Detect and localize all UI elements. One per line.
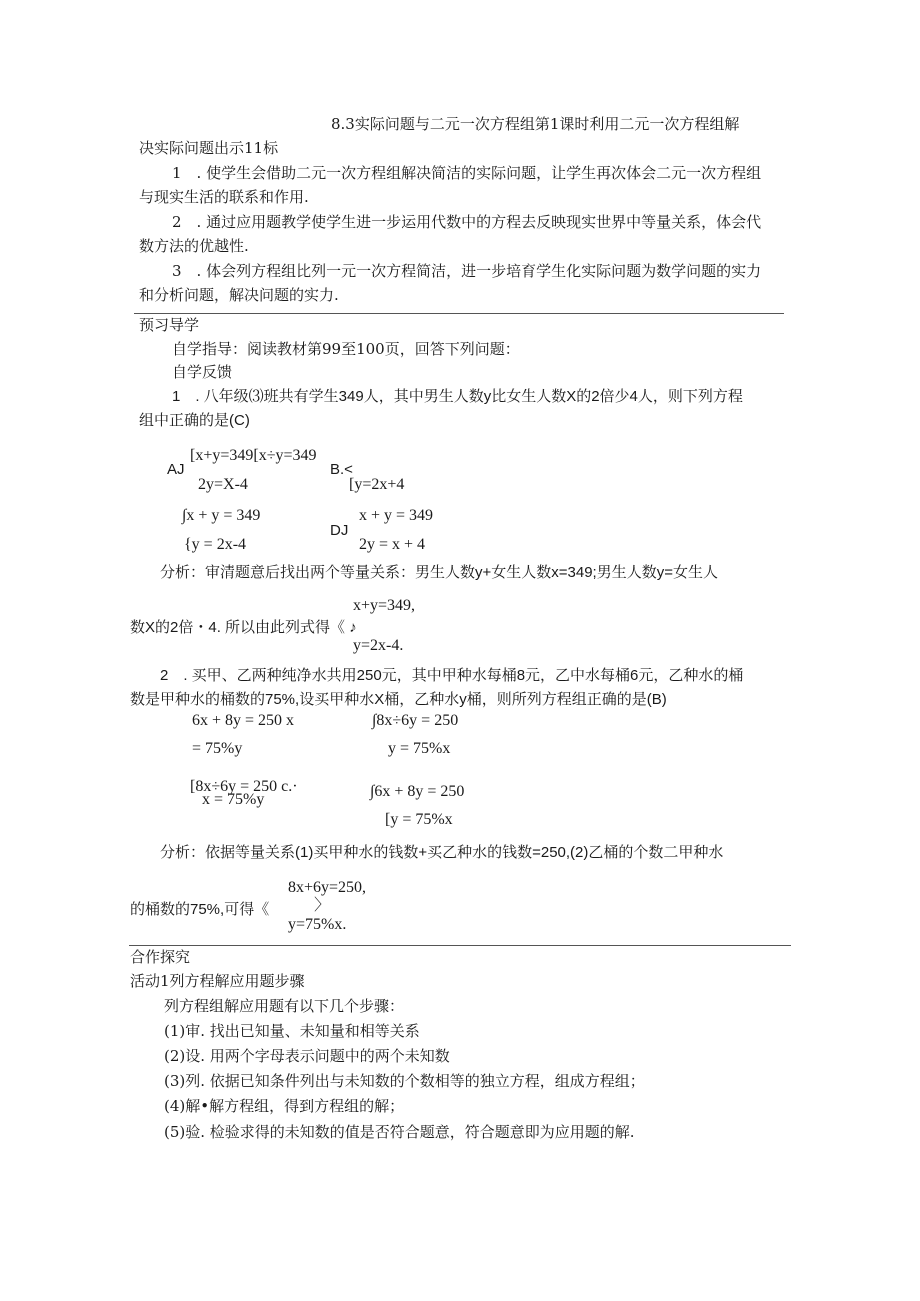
q2-option-b-eq1: ∫8x÷6y = 250 — [372, 712, 459, 729]
q1-option-c-eq1: ∫x + y = 349 — [182, 507, 261, 524]
q1-stem-line2: 组中正确的是(C) — [139, 412, 250, 429]
objective-1-line1: 1 . 使学生会借助二元一次方程组解决简洁的实际问题，让学生再次体会二元一次方程组 — [172, 164, 762, 182]
page-title: 8.3实际问题与二元一次方程组第1课时利用二元一次方程组解 — [331, 115, 740, 133]
q2-option-a-eq1: 6x + 8y = 250 x — [192, 712, 295, 729]
q2-analysis-brace: 〉 — [314, 897, 331, 914]
self-study-guide: 自学指导：阅读教材第99至100页，回答下列问题： — [172, 340, 520, 358]
q2-option-d-eq2: [y = 75%x — [385, 811, 453, 828]
page-title-continued: 决实际问题出示11标 — [139, 139, 279, 157]
q1-option-d-eq1: x + y = 349 — [359, 507, 434, 524]
q2-analysis-line2: 的桶数的75%,可得《 — [130, 901, 270, 918]
q1-stem-line1: 1 . 八年级⑶班共有学生349人，其中男生人数y比女生人数X的2倍少4人，则下列方程 — [172, 388, 743, 405]
objective-2-line2: 数方法的优越性. — [139, 237, 249, 255]
objective-3-line1: 3 . 体会列方程组比列一元一次方程简洁，进一步培育学生化实际问题为数学问题的实力 — [172, 262, 762, 280]
q1-analysis-line2: 数X的2倍・4. 所以由此列式得《 ♪ — [130, 619, 357, 636]
section-heading-cooperation: 合作探究 — [130, 948, 191, 966]
q1-option-a-label: AJ — [167, 461, 185, 478]
q1-option-a-eq2: 2y=X-4 — [198, 476, 248, 493]
objective-1-line2: 与现实生活的联系和作用. — [139, 188, 309, 206]
q1-option-d-eq2: 2y = x + 4 — [359, 536, 426, 553]
self-study-feedback: 自学反馈 — [172, 363, 233, 381]
step-item: (5)验. 检验求得的未知数的值是否符合题意，符合题意即为应用题的解. — [164, 1123, 635, 1141]
objective-2-line1: 2 . 通过应用题教学使学生进一步运用代数中的方程去反映现实世界中等量关系，体会代 — [172, 213, 762, 231]
objective-3-line2: 和分析问题，解决问题的实力. — [139, 286, 339, 304]
q2-option-b-eq2: y = 75%x — [388, 740, 451, 757]
q1-analysis-line1: 分析：审清题意后找出两个等量关系：男生人数y+女生人数x=349;男生人数y=女生人 — [160, 564, 718, 581]
q2-option-c-eq2: x = 75%y — [202, 791, 265, 808]
step-item: (3)列. 依据已知条件列出与未知数的个数相等的独立方程，组成方程组； — [164, 1072, 645, 1090]
q1-option-a-eq1: [x+y=349[x÷y=349 — [190, 447, 317, 464]
section-divider — [134, 313, 784, 314]
q2-option-d-eq1: ∫6x + 8y = 250 — [370, 783, 465, 800]
q2-option-c-eq1: [8x÷6y = 250 c.· — [190, 778, 298, 795]
q1-option-b-eq2: [y=2x+4 — [349, 476, 405, 493]
q1-analysis-eq1: x+y=349, — [353, 597, 416, 614]
q1-option-b-label: B.< — [330, 461, 353, 478]
q1-option-d-label: DJ — [330, 522, 349, 539]
q1-analysis-eq2: y=2x-4. — [353, 637, 404, 654]
q2-option-a-eq2: = 75%y — [192, 740, 243, 757]
steps-intro: 列方程组解应用题有以下几个步骤： — [164, 997, 405, 1015]
step-item: (1)审. 找出已知量、未知量和相等关系 — [164, 1022, 420, 1040]
step-item: (4)解•解方程组，得到方程组的解； — [164, 1097, 405, 1115]
section-divider — [129, 945, 791, 946]
q2-analysis-eq2: y=75%x. — [288, 916, 347, 933]
q2-analysis-line1: 分析：依据等量关系(1)买甲种水的钱数+买乙种水的钱数=250,(2)乙桶的个数二甲种水 — [160, 844, 724, 861]
q1-option-c-eq2: {y = 2x-4 — [184, 536, 247, 553]
activity-title: 活动1列方程解应用题步骤 — [130, 972, 305, 990]
q2-stem-line1: 2 . 买甲、乙两种纯净水共用250元，其中甲种水每桶8元，乙中水每桶6元，乙种水的桶 — [160, 667, 744, 684]
section-heading-preview: 预习导学 — [139, 316, 200, 334]
q2-stem-line2: 数是甲种水的桶数的75%,设买甲种水X桶，乙种水y桶，则所列方程组正确的是(B) — [130, 691, 667, 708]
q2-analysis-eq1: 8x+6y=250, — [288, 879, 367, 896]
step-item: (2)设. 用两个字母表示问题中的两个未知数 — [164, 1047, 450, 1065]
